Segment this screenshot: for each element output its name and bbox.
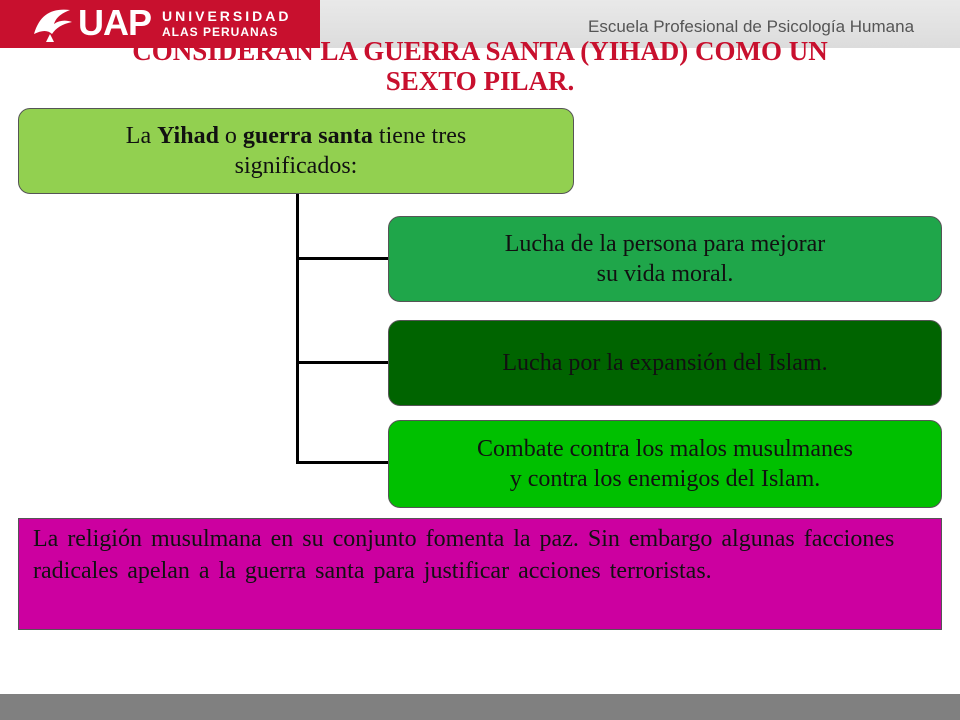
connector-vertical [296,194,299,464]
meaning-2-line1: Lucha por la expansión del Islam. [502,350,828,376]
meaning-3-line2: y contra los enemigos del Islam. [509,466,821,492]
root-suffix: tiene tres [372,123,467,149]
page-title-line1: CONSIDERAN LA GUERRA SANTA (YIHAD) COMO UN [132,36,828,66]
meaning-box-2 [388,320,942,406]
meaning-box-1 [388,216,942,302]
root-term-guerra-santa: guerra santa [242,123,373,149]
brand-universidad: UNIVERSIDAD [162,8,292,24]
page-title-line2: SEXTO PILAR. [385,66,575,96]
root-prefix: La [125,123,158,149]
root-box [18,108,574,194]
connector-branch-3 [296,461,388,464]
school-name: Escuela Profesional de Psicología Humana [588,17,915,36]
meaning-1-line1: Lucha de la persona para mejorar [504,231,826,257]
root-term-yihad: Yihad [157,123,219,149]
meaning-3-line1: Combate contra los malos musulmanes [477,436,853,462]
connector-branch-2 [296,361,388,364]
footer-bar [0,694,960,720]
brand-alas-peruanas: ALAS PERUANAS [162,25,279,39]
root-middle: o [218,123,243,149]
note-box: La religión musulmana en su conjunto fomenta la paz. Sin embargo algunas facciones radicales apelan a la guerra santa para justificar acciones terroristas. [18,518,942,630]
brand-uap: UAP [78,2,152,43]
meaning-1-line2: su vida moral. [596,261,734,287]
root-line2: significados: [234,153,358,179]
page-title [40,36,920,96]
connector-branch-1 [296,257,388,260]
meaning-box-3 [388,420,942,508]
